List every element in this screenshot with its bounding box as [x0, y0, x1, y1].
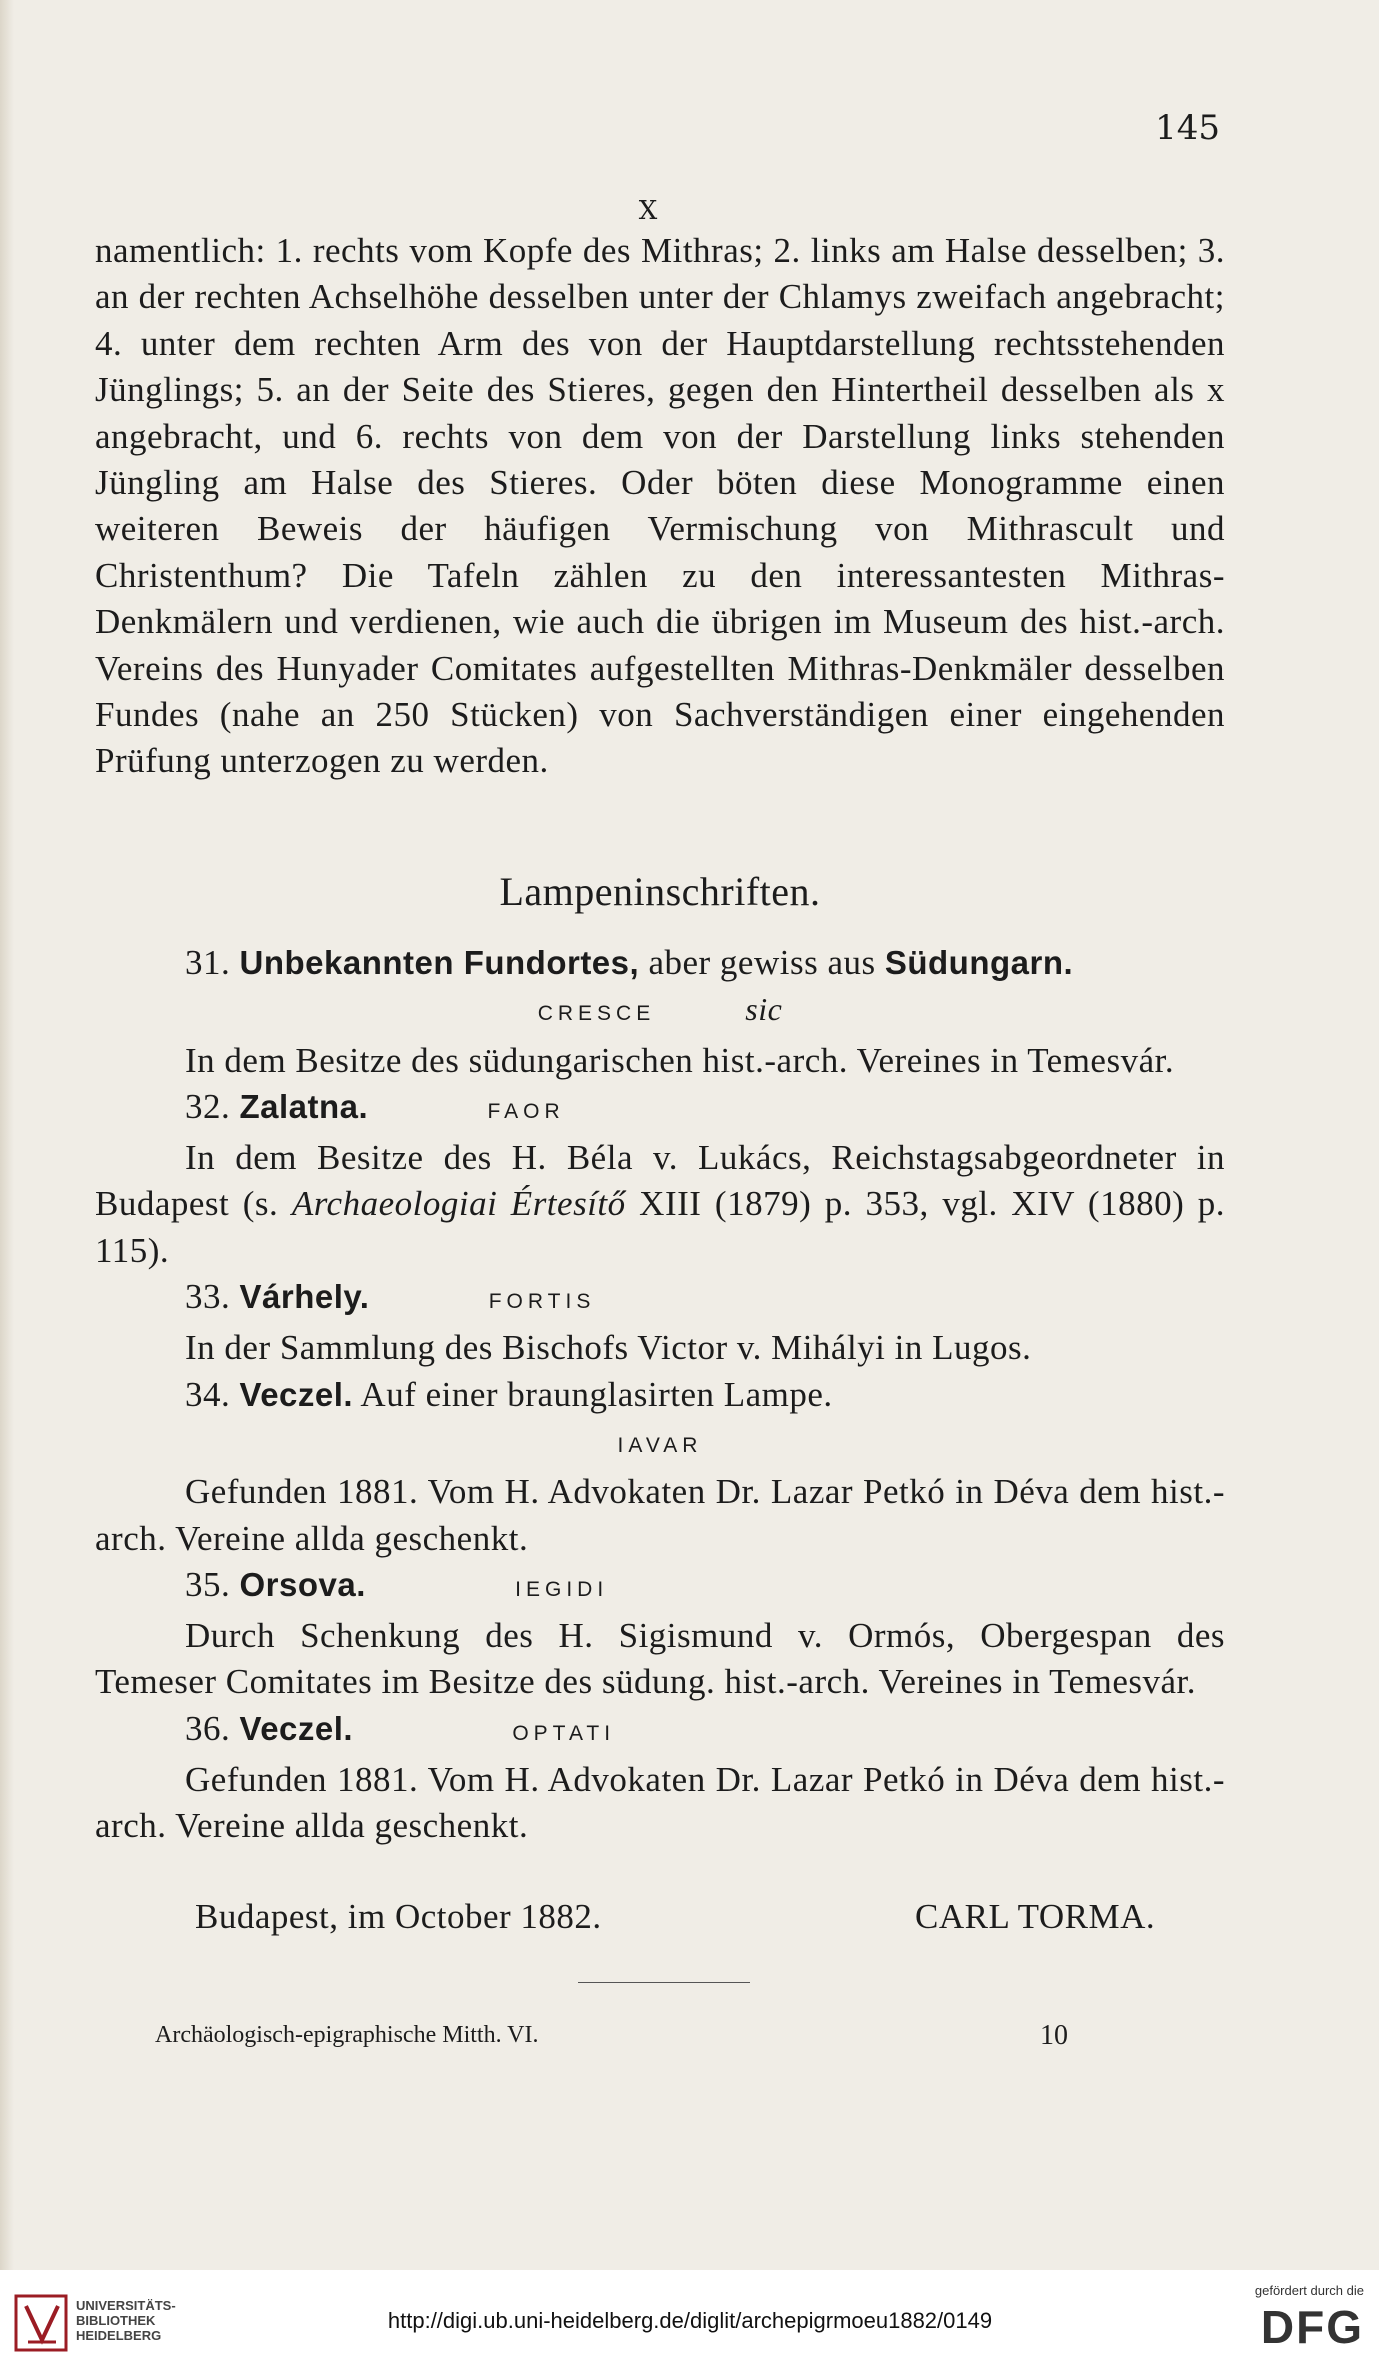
entry-number: 32.	[185, 1086, 231, 1126]
top-mark: X	[638, 196, 658, 226]
entry-inscription: IAVAR	[617, 1433, 703, 1457]
place-date: Budapest, im October 1882.	[195, 1897, 602, 1936]
entry-inscription: OPTATI	[512, 1721, 616, 1745]
entry-34-text: Gefunden 1881. Vom H. Advokaten Dr. Lazar Petkó in Déva dem hist.-arch. Vereine allda geschenkt.	[95, 1472, 1225, 1558]
entry-36-text: Gefunden 1881. Vom H. Advokaten Dr. Lazar Petkó in Déva dem hist.-arch. Vereine allda geschenkt.	[95, 1760, 1225, 1846]
footer-rule	[578, 1982, 750, 1983]
entry-number: 34.	[185, 1374, 231, 1414]
journal-title: Archaeologiai Értesítő	[291, 1184, 626, 1224]
entry-31-heading	[95, 940, 1225, 986]
entry-place: Várhely.	[239, 1278, 370, 1316]
entry-number: 36.	[185, 1708, 231, 1748]
entry-35-text: Durch Schenkung des H. Sigismund v. Ormós, Obergespan des Temeser Comitates im Besitze des südung. hist.-arch. Vereines in Temesvár.	[95, 1616, 1225, 1702]
entry-number: 35.	[185, 1564, 231, 1604]
entry-inscription: CRESCE	[537, 1002, 656, 1026]
entry-place-region: Südungarn.	[884, 944, 1074, 981]
funded-by-label: gefördert durch die	[1254, 2283, 1364, 2298]
dfg-logo[interactable]: DFG	[1260, 2301, 1364, 2353]
entry-place: Orsova.	[239, 1565, 366, 1603]
entry-32-heading	[95, 1084, 1225, 1135]
entry-32-text	[95, 1135, 1225, 1274]
entry-inscription: FORTIS	[488, 1290, 596, 1314]
intro-paragraph: namentlich: 1. rechts vom Kopfe des Mithras; 2. links am Halse desselben; 3. an der rechten Achselhöhe desselben unter der Chlamys zweifach angebracht; 4. unter dem rechten Arm des von der Hauptdarstellung rechtsstehenden Jünglings; 5. an der Seite des Stieres, gegen den Hintertheil desselben als x angebracht, und 6. rechts von dem von der Darstellung links stehenden Jüngling am Halse des Stieres. Oder böten diese Monogramme einen weiteren Beweis der häufigen Vermischung von Mithrascult und Christenthum? Die Tafeln zählen zu den interessantesten Mithras-Denkmälern und verdienen, wie auch die übrigen im Museum des hist.-arch. Vereins des Hunyader Comitates aufgestellten Mithras-Denkmäler desselben Fundes (nahe an 250 Stücken) von Sachverständigen einer eingehenden Prüfung unterzogen zu werden.	[95, 231, 1225, 781]
page-number: 145	[1155, 108, 1220, 148]
entry-place: Veczel.	[239, 1709, 354, 1747]
entry-33-text: In der Sammlung des Bischofs Victor v. Mihályi in Lugos.	[185, 1328, 1032, 1368]
entry-heading-text: aber gewiss aus	[648, 943, 876, 982]
author-name: CARL TORMA.	[915, 1897, 1156, 1936]
entry-33-heading	[95, 1274, 1225, 1325]
entry-inscription: IEGIDI	[515, 1577, 609, 1601]
entry-35-heading	[95, 1562, 1225, 1613]
library-logo[interactable]	[14, 2292, 174, 2354]
permalink-url[interactable]: http://digi.ub.uni-heidelberg.de/diglit/archepigrmoeu1882/0149	[387, 2308, 993, 2333]
entry-34-inscription-line	[95, 1418, 1225, 1469]
sic-note: sic	[745, 991, 783, 1028]
library-line-1: UNIVERSITÄTS-	[76, 2298, 176, 2313]
entry-place: Unbekannten Fundortes,	[239, 944, 640, 981]
entry-34-heading	[95, 1372, 1225, 1418]
entry-place: Veczel.	[239, 1375, 354, 1413]
entry-number: 33.	[185, 1277, 231, 1317]
library-line-3: HEIDELBERG	[76, 2328, 162, 2343]
entry-number: 31.	[185, 943, 231, 982]
entry-inscription: FAOR	[487, 1099, 565, 1123]
library-line-2: BIBLIOTHEK	[76, 2313, 156, 2328]
lamp-inscriptions-list	[95, 940, 1225, 1850]
entry-heading-text: Auf einer braunglasirten Lampe.	[360, 1374, 833, 1414]
entry-36-heading	[95, 1706, 1225, 1757]
entry-31-text: In dem Besitze des südungarischen hist.-arch. Vereines in Temesvár.	[185, 1040, 1175, 1080]
entry-text: In dem Besitze des H. Béla v. Lukács, Reichstagsabgeordneter in Budapest (s.	[95, 1138, 1225, 1224]
library-name	[76, 2298, 176, 2343]
signature-line	[195, 1897, 1225, 1937]
entry-text-reference: XIII (1879) p. 353, vgl. XIV (1880) p. 115).	[95, 1184, 1225, 1270]
page-edge-shadow	[0, 0, 14, 2270]
section-title: Lampeninschriften.	[499, 869, 821, 914]
journal-footer: Archäologisch-epigraphische Mitth. VI.	[155, 2022, 539, 2048]
entry-place: Zalatna.	[239, 1087, 369, 1125]
signature-mark: 10	[1040, 2020, 1068, 2051]
entry-31-inscription-line	[95, 986, 1225, 1037]
library-seal-icon	[14, 2292, 70, 2354]
